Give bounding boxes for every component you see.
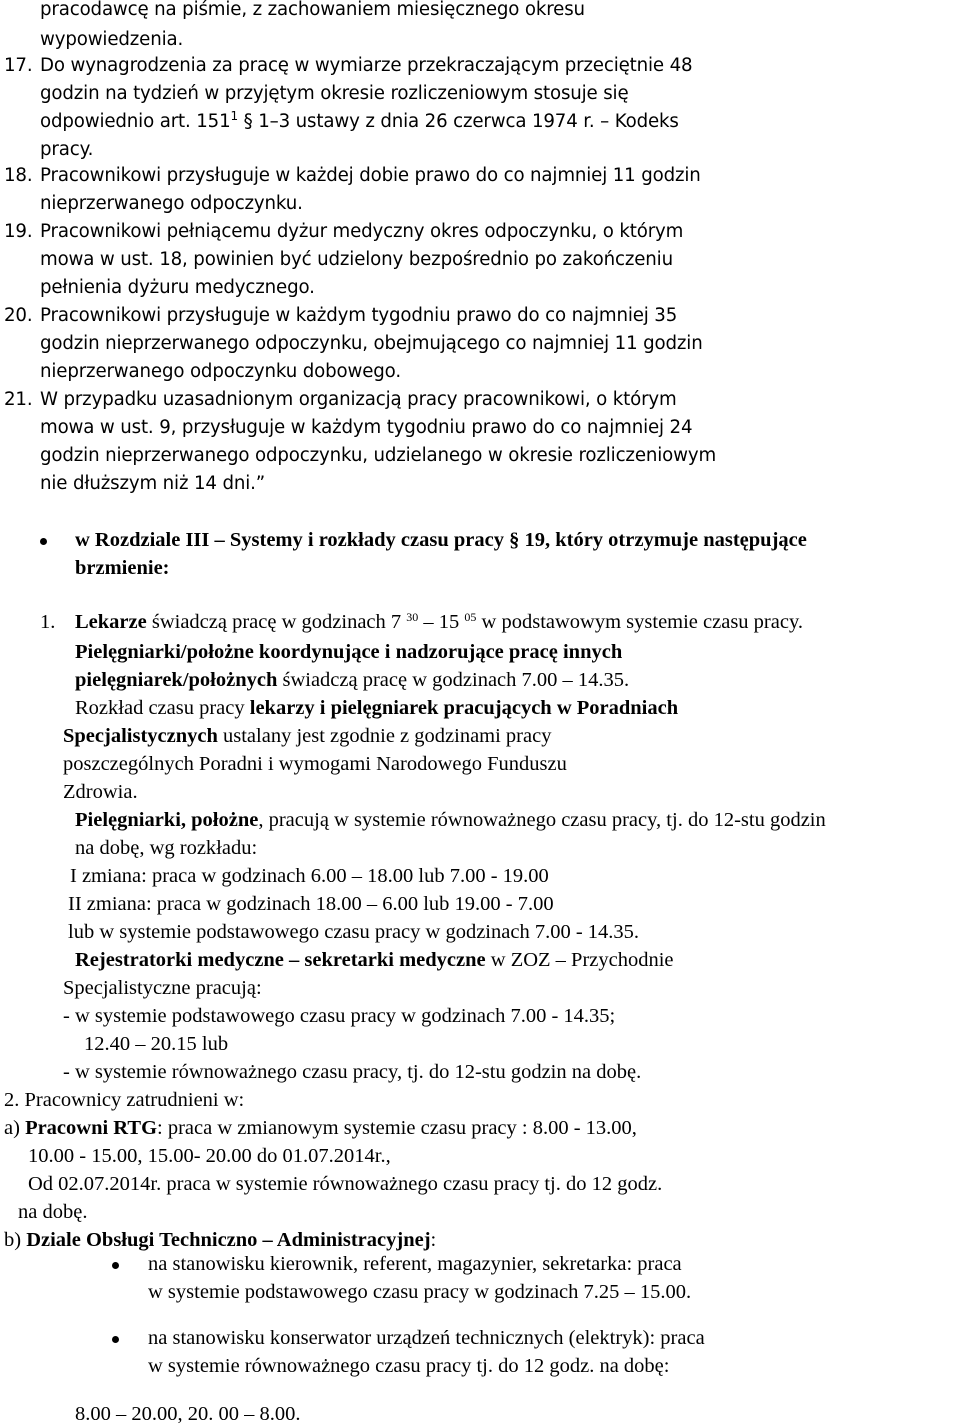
text-span: Specjalistycznych [63,725,218,747]
paragraph-number: 19. [4,221,33,242]
text-span: a) [4,1117,20,1139]
text-span: świadczą pracę w godzinach 7 [151,611,402,633]
text-line [75,668,629,692]
text-line: 12.40 – 20.15 lub [84,1033,229,1055]
text-line: 10.00 - 15.00, 15.00- 20.00 do 01.07.2014r., [28,1145,391,1167]
text-line: - w systemie równoważnego czasu pracy, tj. do 12-stu godzin na dobę. [63,1061,642,1083]
text-line [40,110,679,134]
text-span: ustalany jest zgodnie z godzinami pracy [223,725,552,747]
text-line: nieprzerwanego odpoczynku. [40,193,303,214]
text-span: 1–3 ustawy z dnia 26 czerwca 1974 r. – Kodeks [258,111,679,132]
text-span: , pracują w systemie równoważnego czasu pracy, tj. do 12-stu godzin [258,809,826,831]
text-span: lekarzy i pielęgniarek pracujących w Poradniach [249,697,679,719]
text-line: Pracownikowi pełniącemu dyżur medyczny okres odpoczynku, o którym [40,221,684,242]
text-line: Pracownikowi przysługuje w każdym tygodniu prawo do co najmniej 35 [40,305,678,326]
section-sign-icon: § [509,529,520,551]
text-line: I zmiana: praca w godzinach 6.00 – 18.00 lub 7.00 - 19.00 [70,865,549,887]
superscript: 30 [406,610,419,624]
list-item: na stanowisku kierownik, referent, magazynier, sekretarka: praca [148,1253,682,1275]
text-line: na dobę, wg rozkładu: [75,837,258,859]
text-line: Specjalistyczne pracują: [63,977,262,999]
text-line: lub w systemie podstawowego czasu pracy w godzinach 7.00 - 14.35. [68,921,640,943]
text-span: w podstawowym systemie czasu pracy. [481,611,803,633]
text-span: w Rozdziale III – Systemy i rozkłady czasu pracy [75,529,510,551]
text-line: mowa w ust. 18, powinien być udzielony bezpośrednio po zakończeniu [40,249,673,270]
bullet-icon [40,538,47,545]
text-line: Pracownikowi przysługuje w każdej dobie prawo do co najmniej 11 godzin [40,165,701,186]
section-sign-icon: § [243,111,253,132]
text-span: Pielęgniarki, położne [75,809,259,831]
text-line: godzin na tydzień w przyjętym okresie rozliczeniowym stosuje się [40,83,629,104]
text-line: 2. Pracownicy zatrudnieni w: [4,1089,245,1111]
text-span: Dziale Obsługi Techniczno – Administracyjnej [26,1229,431,1251]
paragraph-number: 18. [4,165,33,186]
text-span: w ZOZ – Przychodnie [490,949,674,971]
text-span: : praca w zmianowym systemie czasu pracy : 8.00 - 13.00, [157,1117,637,1139]
text-span: 19, który otrzymuje następujące [519,529,807,551]
text-line: nie dłuższym niż 14 dni.” [40,473,266,494]
superscript: 05 [464,610,477,624]
text-line: 8.00 – 20.00, 20. 00 – 8.00. [75,1403,301,1425]
text-line: na dobę. [18,1201,88,1223]
text-line: godzin nieprzerwanego odpoczynku, udzielanego w okresie rozliczeniowym [40,445,717,466]
list-item: w systemie podstawowego czasu pracy w godzinach 7.25 – 15.00. [148,1281,692,1303]
chapter-heading [75,528,807,552]
list-item: w systemie równoważnego czasu pracy tj. do 12 godz. na dobę: [148,1355,670,1377]
text-line: poszczególnych Poradni i wymogami Narodowego Funduszu [63,753,567,775]
text-line: Od 02.07.2014r. praca w systemie równoważnego czasu pracy tj. do 12 godz. [28,1173,663,1195]
text-line: Zdrowia. [63,781,138,803]
text-line: II zmiana: praca w godzinach 18.00 – 6.00 lub 19.00 - 7.00 [68,893,554,915]
text-line [75,696,678,720]
chapter-heading: brzmienie: [75,557,170,579]
text-line [75,948,674,972]
text-span: odpowiednio art. 151 [40,111,231,132]
text-line: - w systemie podstawowego czasu pracy w godzinach 7.00 - 14.35; [63,1005,616,1027]
text-line [75,808,826,832]
bullet-icon [112,1262,119,1269]
text-span: : [430,1229,437,1251]
text-span: pielęgniarek/położnych [75,669,278,691]
text-span: Pracowni RTG [25,1117,158,1139]
text-span: świadczą pracę w godzinach 7.00 – 14.35. [282,669,630,691]
text-line [4,1228,436,1252]
text-span: Lekarze [75,611,147,633]
text-line: godzin nieprzerwanego odpoczynku, obejmującego co najmniej 11 godzin [40,333,703,354]
text-line: mowa w ust. 9, przysługuje w każdym tygodniu prawo do co najmniej 24 [40,417,693,438]
paragraph-number: 17. [4,55,33,76]
text-span: b) [4,1229,22,1251]
list-number: 1. [40,611,56,633]
paragraph-number: 20. [4,305,33,326]
text-line [4,1116,637,1140]
superscript: 1 [230,109,239,123]
text-line: pełnienia dyżuru medycznego. [40,277,315,298]
text-line: W przypadku uzasadnionym organizacją pracy pracownikowi, o którym [40,389,677,410]
text-line: wypowiedzenia. [40,29,184,50]
list-item: na stanowisku konserwator urządzeń technicznych (elektryk): praca [148,1327,705,1349]
text-line: Do wynagrodzenia za pracę w wymiarze przekraczającym przeciętnie 48 [40,55,693,76]
text-span: – 15 [423,611,460,633]
paragraph-number: 21. [4,389,33,410]
bullet-icon [112,1336,119,1343]
text-line: Pielęgniarki/położne koordynujące i nadzorujące pracę innych [75,641,623,663]
text-line: nieprzerwanego odpoczynku dobowego. [40,361,401,382]
text-span: Rejestratorki medyczne – sekretarki medyczne [75,949,486,971]
text-line: pracodawcę na piśmie, z zachowaniem miesięcznego okresu [40,0,585,20]
text-line [63,724,551,748]
text-span: Rozkład czasu pracy [75,697,245,719]
text-line [75,610,803,634]
text-line: pracy. [40,139,94,160]
